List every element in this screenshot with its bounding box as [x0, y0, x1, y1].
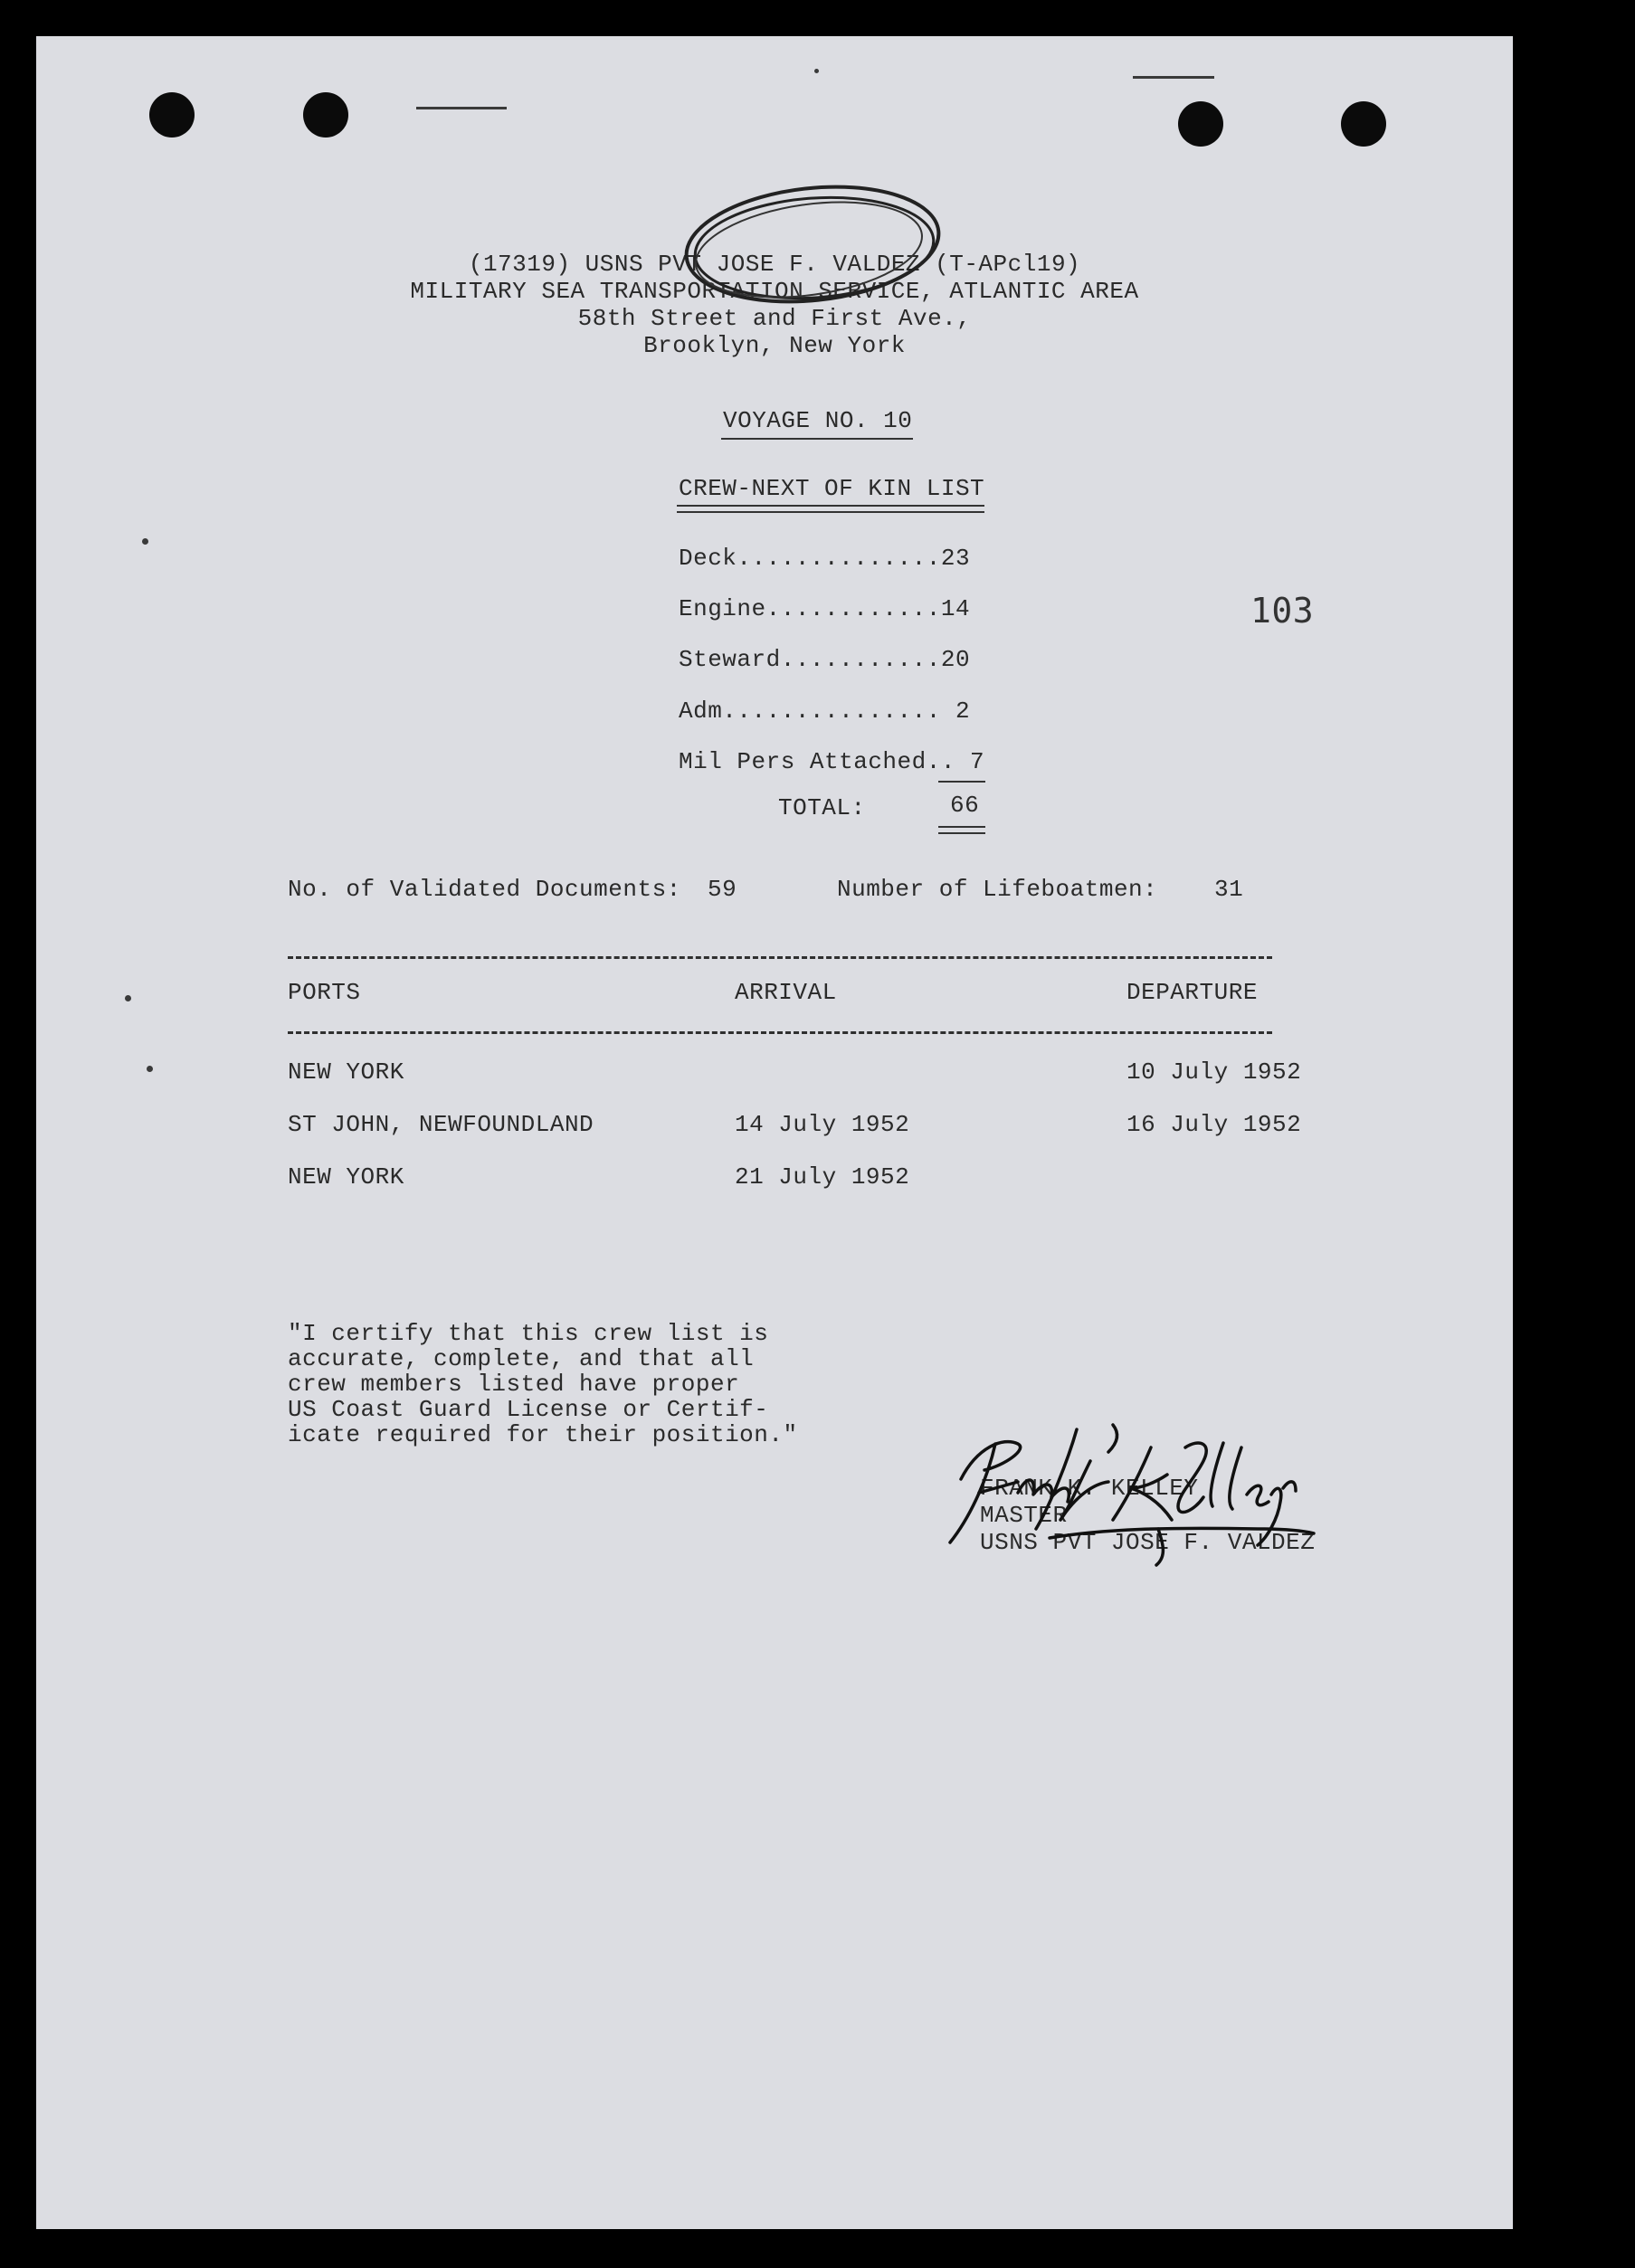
certification-line-3: crew members listed have proper	[288, 1371, 740, 1398]
header-line-1: (17319) USNS PVT JOSE F. VALDEZ (T-APcl19)	[468, 251, 1081, 278]
col-header-ports: PORTS	[288, 979, 361, 1006]
voyage-number: VOYAGE NO. 10	[723, 407, 913, 434]
row-3-arrival: 21 July 1952	[735, 1163, 910, 1191]
crew-adm: Adm............... 2	[679, 697, 971, 725]
certification-line-5: icate required for their position."	[288, 1421, 798, 1448]
signer-vessel: USNS PVT JOSE F. VALDEZ	[980, 1529, 1316, 1556]
header-line-2: MILITARY SEA TRANSPORTATION SERVICE, ATLANTIC AREA	[410, 278, 1139, 305]
lifeboatmen-value: 31	[1214, 876, 1244, 903]
header-line-3: 58th Street and First Ave.,	[577, 305, 972, 332]
signer-name: FRANK K. KELLEY	[980, 1475, 1199, 1502]
row-3-port: NEW YORK	[288, 1163, 404, 1191]
crew-engine: Engine............14	[679, 595, 971, 622]
validated-docs-label: No. of Validated Documents:	[288, 876, 681, 903]
row-1-port: NEW YORK	[288, 1058, 404, 1086]
signer-title: MASTER	[980, 1502, 1068, 1529]
crew-deck: Deck..............23	[679, 545, 971, 572]
crew-steward: Steward...........20	[679, 646, 971, 673]
crew-mil-pers: Mil Pers Attached.. 7	[679, 748, 985, 775]
page-number: 103	[1250, 591, 1315, 631]
handwritten-signature	[36, 36, 1513, 2229]
col-header-arrival: ARRIVAL	[735, 979, 837, 1006]
row-2-port: ST JOHN, NEWFOUNDLAND	[288, 1111, 594, 1138]
document-page	[36, 36, 1513, 2229]
total-label: TOTAL:	[778, 794, 866, 821]
row-2-arrival: 14 July 1952	[735, 1111, 910, 1138]
certification-line-4: US Coast Guard License or Certif-	[288, 1396, 769, 1423]
total-value: 66	[950, 792, 980, 819]
col-header-departure: DEPARTURE	[1126, 979, 1258, 1006]
certification-line-1: "I certify that this crew list is	[288, 1320, 769, 1347]
header-line-4: Brooklyn, New York	[643, 332, 906, 359]
row-2-departure: 16 July 1952	[1126, 1111, 1302, 1138]
list-title: CREW-NEXT OF KIN LIST	[679, 475, 985, 502]
certification-line-2: accurate, complete, and that all	[288, 1345, 755, 1372]
lifeboatmen-label: Number of Lifeboatmen:	[837, 876, 1158, 903]
validated-docs-value: 59	[708, 876, 737, 903]
row-1-departure: 10 July 1952	[1126, 1058, 1302, 1086]
